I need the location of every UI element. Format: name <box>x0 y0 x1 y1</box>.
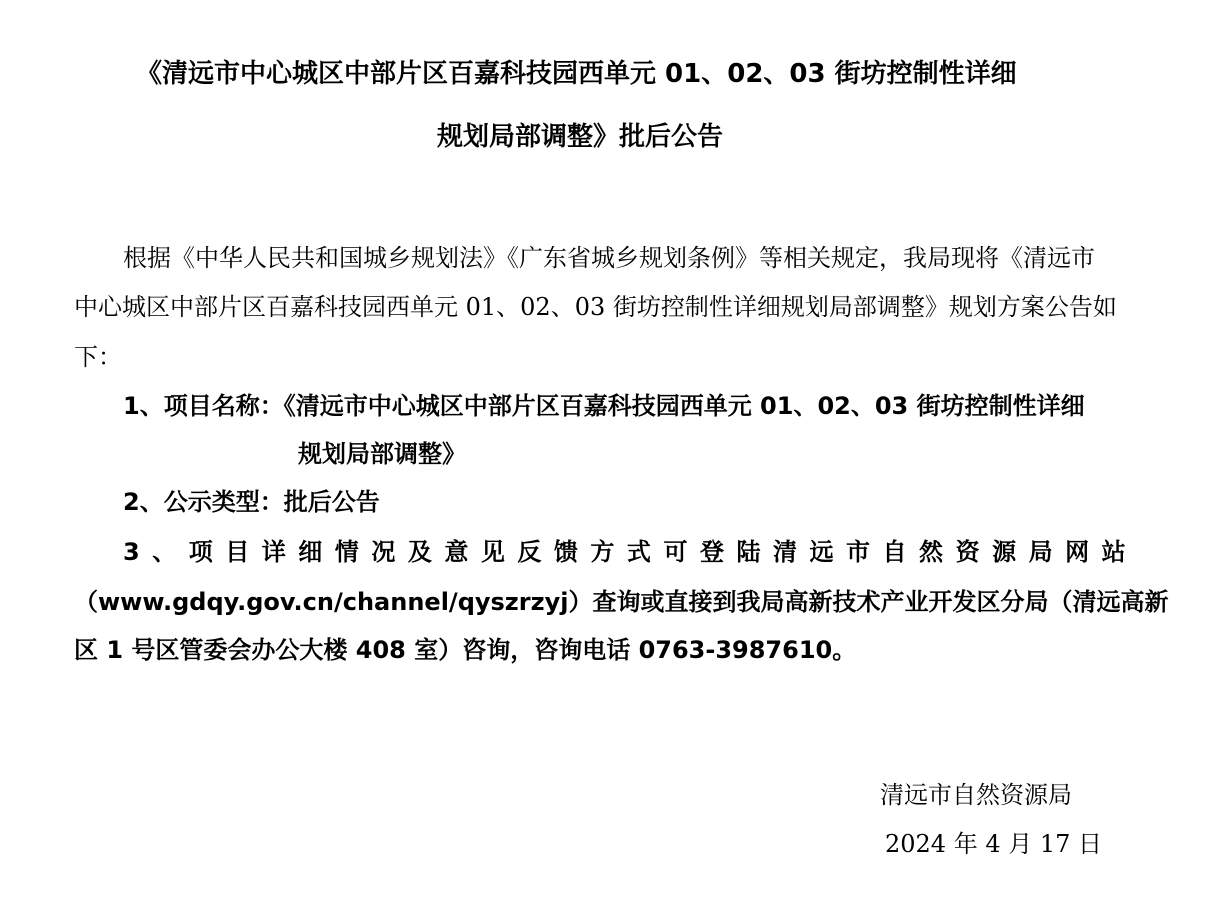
item-3-char: 登 <box>699 538 724 566</box>
item-3-char: 馈 <box>553 538 578 566</box>
item-1-line-1: 1、项目名称：《清远市中心城区中部片区百嘉科技园西单元 01、02、03 街坊控制性详细 <box>123 392 1085 420</box>
item-3-char: 局 <box>1028 538 1053 566</box>
item-3-char: 细 <box>298 538 323 566</box>
item-3-char: 自 <box>882 538 907 566</box>
intro-paragraph-line-1: 根据《中华人民共和国城乡规划法》《广东省城乡规划条例》等相关规定，我局现将《清远市 <box>123 244 1095 272</box>
item-3-char: 式 <box>626 538 651 566</box>
item-3-char: 见 <box>480 538 505 566</box>
item-3-line-1 <box>123 535 1126 569</box>
signature-organization: 清远市自然资源局 <box>880 781 1072 809</box>
item-3-char: 、 <box>152 538 177 566</box>
item-3-line-2: （www.gdqy.gov.cn/channel/qyszrzyj）查询或直接到我局高新技术产业开发区分局（清远高新 <box>74 588 1169 616</box>
item-3-char: 网 <box>1065 538 1090 566</box>
item-3-char: 源 <box>992 538 1017 566</box>
item-3-char: 方 <box>590 538 615 566</box>
item-3-char: 详 <box>261 538 286 566</box>
intro-paragraph-line-2: 中心城区中部片区百嘉科技园西单元 01、02、03 街坊控制性详细规划局部调整》规划方案公告如 <box>74 293 1117 321</box>
item-3-char: 意 <box>444 538 469 566</box>
item-3-char: 市 <box>846 538 871 566</box>
notice-title-line-1: 《清远市中心城区中部片区百嘉科技园西单元 01、02、03 街坊控制性详细 <box>136 59 1017 89</box>
item-3-char: 项 <box>188 538 213 566</box>
item-3-line-3: 区 1 号区管委会办公大楼 408 室）咨询，咨询电话 0763-3987610。 <box>74 636 857 664</box>
item-3-char: 站 <box>1101 538 1126 566</box>
item-3-char: 清 <box>772 538 797 566</box>
notice-title-line-2: 规划局部调整》批后公告 <box>437 122 724 152</box>
intro-paragraph-line-3: 下： <box>74 343 122 371</box>
item-3-char: 3 <box>123 538 140 566</box>
item-3-char: 况 <box>371 538 396 566</box>
item-3-char: 陆 <box>736 538 761 566</box>
item-3-char: 可 <box>663 538 688 566</box>
signature-date: 2024 年 4 月 17 日 <box>885 830 1103 858</box>
item-3-char: 远 <box>809 538 834 566</box>
item-3-char: 然 <box>919 538 944 566</box>
item-3-char: 及 <box>407 538 432 566</box>
item-3-char: 目 <box>225 538 250 566</box>
item-3-char: 资 <box>955 538 980 566</box>
item-2: 2、公示类型：批后公告 <box>123 488 380 516</box>
item-3-char: 情 <box>334 538 359 566</box>
item-3-char: 反 <box>517 538 542 566</box>
item-1-line-2: 规划局部调整》 <box>298 440 466 468</box>
